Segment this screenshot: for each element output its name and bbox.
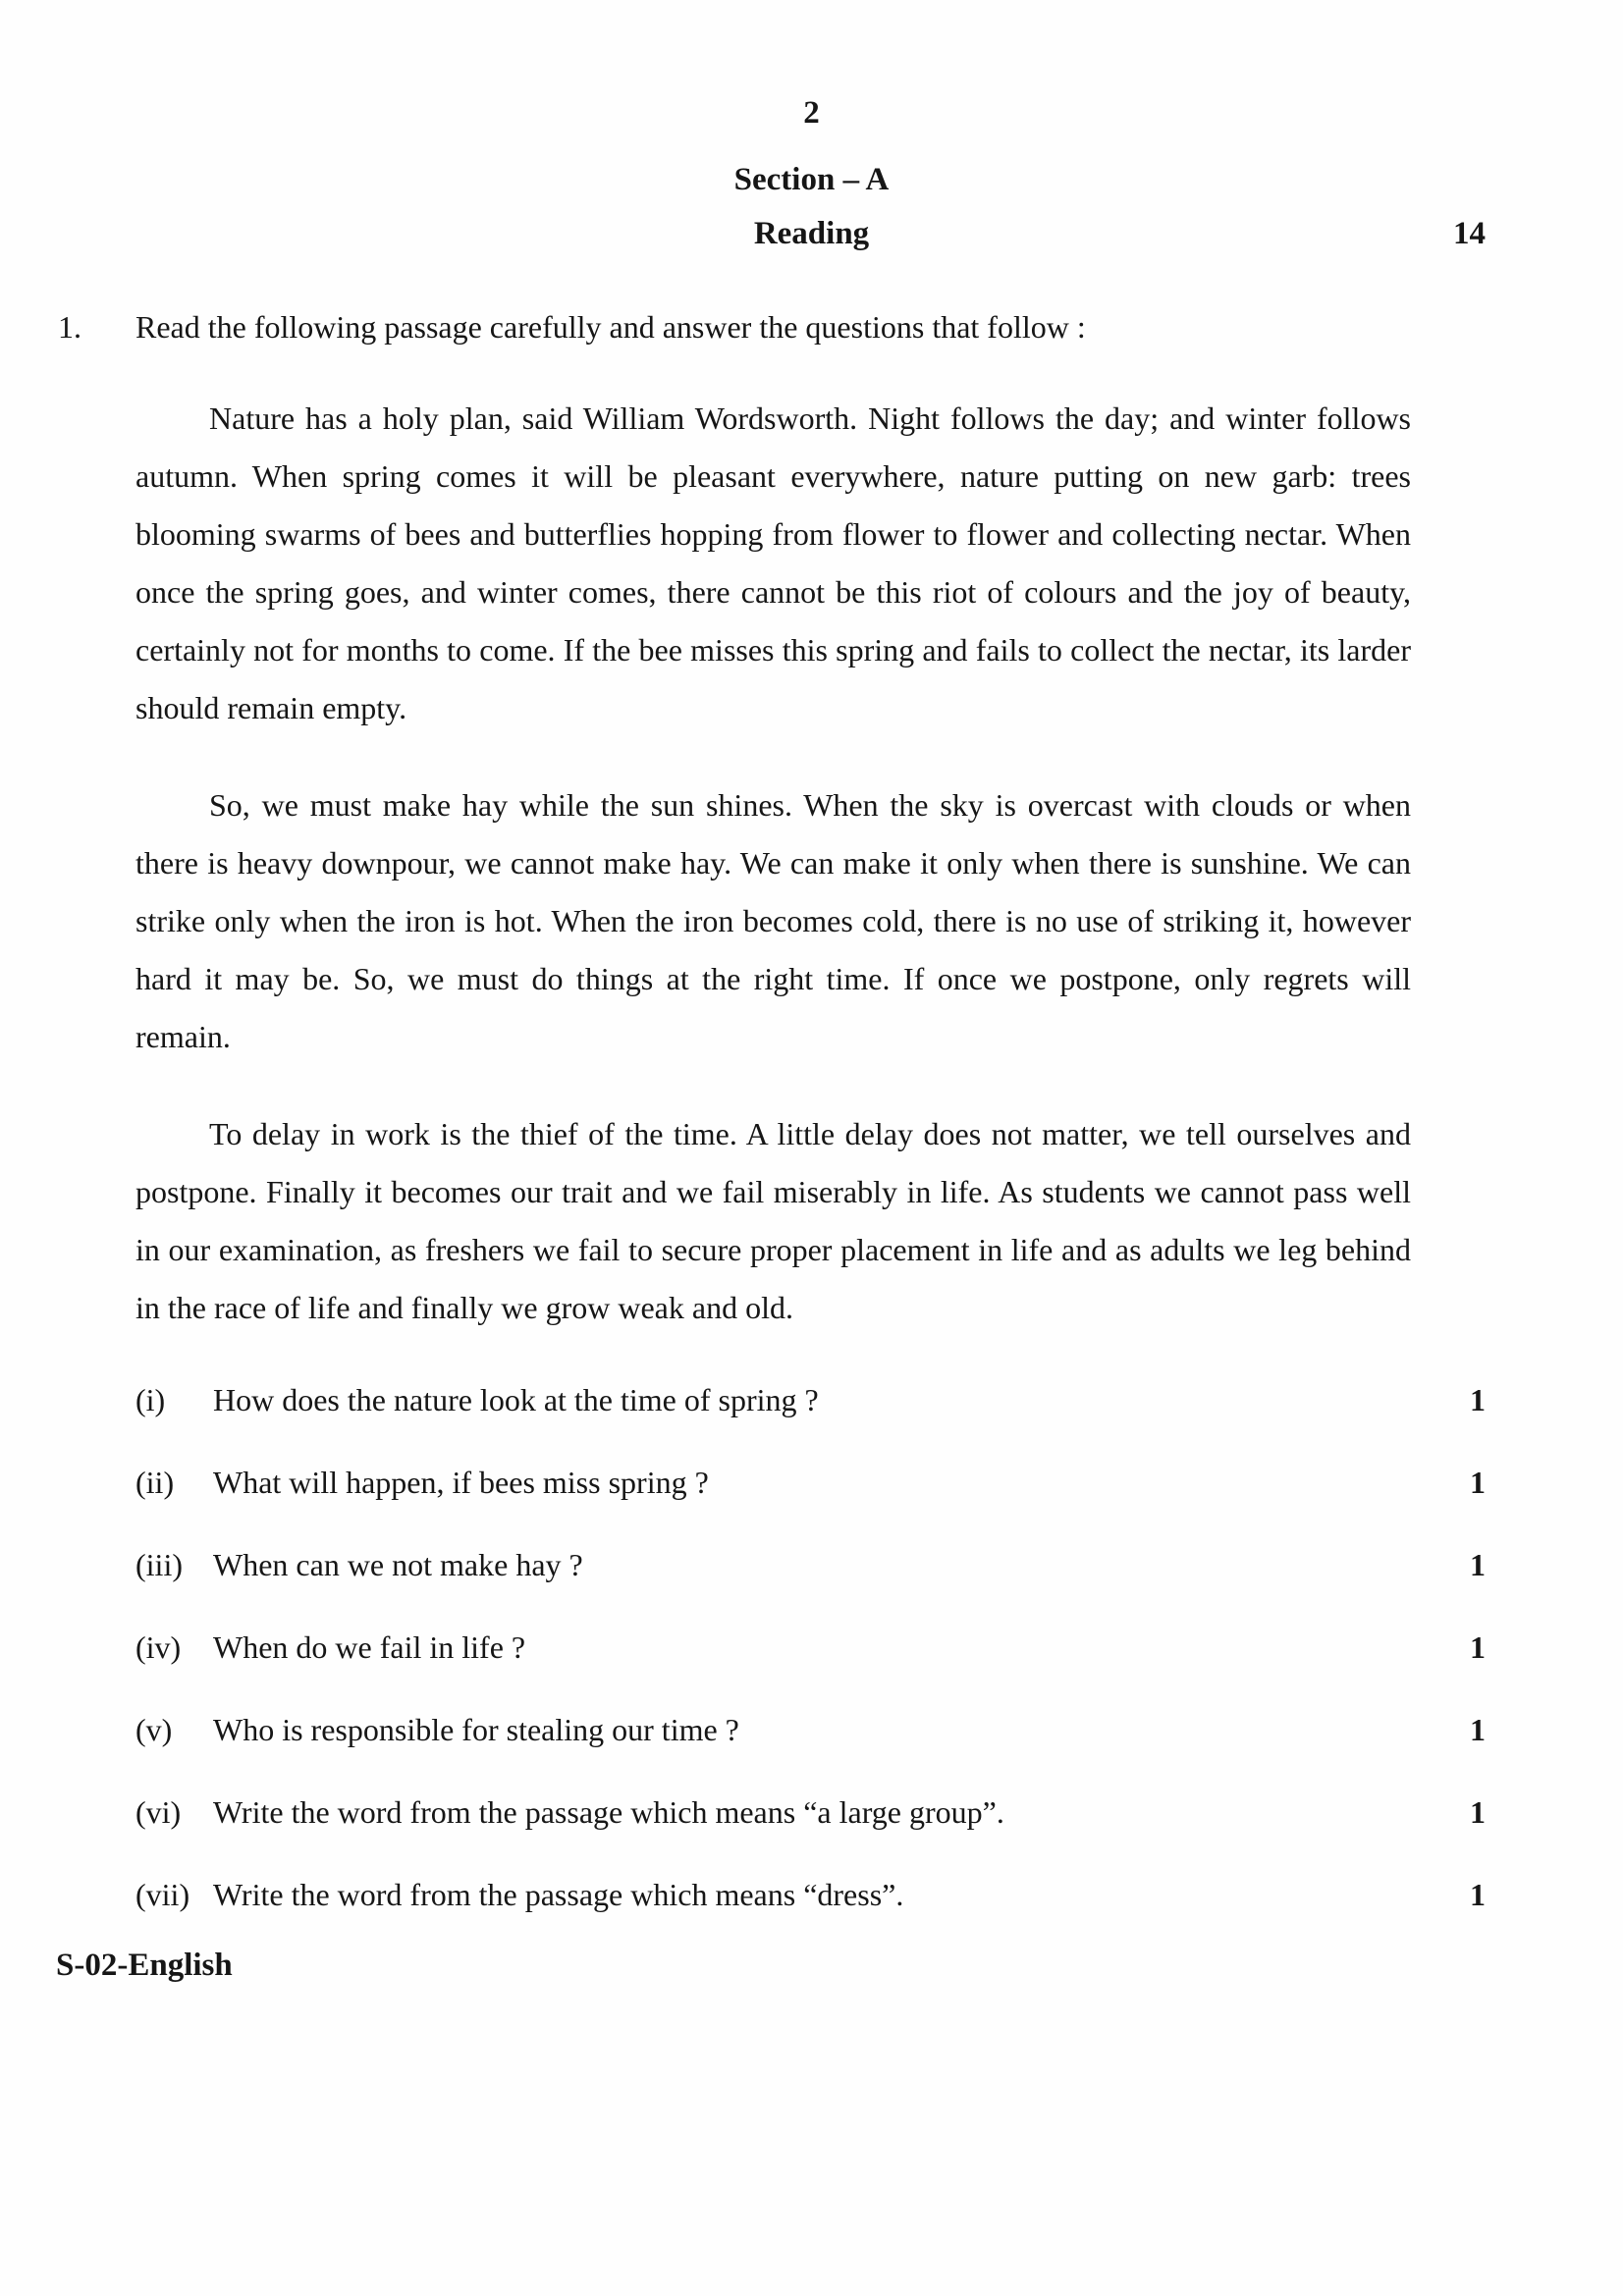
sub-question-number: (iv) <box>135 1629 182 1665</box>
sub-question-row <box>135 1628 1486 1667</box>
section-subtitle: Reading <box>753 216 870 251</box>
sub-question-marks: 1 <box>1470 1794 1486 1830</box>
sub-question-marks: 1 <box>1470 1382 1486 1417</box>
sub-question-marks: 1 <box>1470 1547 1486 1582</box>
sub-question-number: (i) <box>135 1382 166 1417</box>
sub-question-row <box>135 1875 1486 1914</box>
paper-code: S-02-English <box>56 1948 233 1983</box>
sub-question-text: Write the word from the passage which means “dress”. <box>213 1877 904 1912</box>
sub-question-row <box>135 1463 1486 1502</box>
passage-paragraph-3: To delay in work is the thief of the time. A little delay does not matter, we tell ourselves and postpone. Finally it becomes our trait and we fail miserably in life. As students we cannot pass well in our examination, as freshers we fail to secure proper placement in life and as adults we leg behind in the race of life and finally we grow weak and old. <box>135 1116 1411 1325</box>
reading-passage <box>135 390 1411 1337</box>
passage-paragraph-1: Nature has a holy plan, said William Wordsworth. Night follows the day; and winter follows autumn. When spring comes it will be pleasant everywhere, nature putting on new garb: trees blooming swarms of bees and butterflies hopping from flower to flower and collecting nectar. When once the spring goes, and winter comes, there cannot be this riot of colours and the joy of beauty, certainly not for months to come. If the bee misses this spring and fails to collect the nectar, its larder should remain empty. <box>135 400 1411 725</box>
sub-question-text: How does the nature look at the time of spring ? <box>213 1382 819 1417</box>
sub-question-number: (ii) <box>135 1465 175 1500</box>
question-1-instruction: Read the following passage carefully and answer the questions that follow : <box>135 309 1086 345</box>
sub-question-marks: 1 <box>1470 1877 1486 1912</box>
section-subtitle-row <box>0 214 1623 253</box>
sub-question-marks: 1 <box>1470 1465 1486 1500</box>
sub-question-row <box>135 1792 1486 1832</box>
question-1-number: 1. <box>58 309 81 345</box>
sub-question-text: Who is responsible for stealing our time ? <box>213 1712 739 1747</box>
section-title: Section – A <box>733 162 890 197</box>
section-total-marks: 14 <box>1453 216 1486 251</box>
sub-question-number: (iii) <box>135 1547 183 1582</box>
sub-question-list <box>135 1380 1486 1914</box>
sub-question-number: (vii) <box>135 1877 190 1912</box>
sub-question-number: (vi) <box>135 1794 182 1830</box>
sub-question-row <box>135 1710 1486 1749</box>
sub-question-marks: 1 <box>1470 1712 1486 1747</box>
question-1-header <box>0 307 1623 347</box>
sub-question-row <box>135 1545 1486 1584</box>
sub-question-marks: 1 <box>1470 1629 1486 1665</box>
sub-question-text: Write the word from the passage which means “a large group”. <box>213 1794 1004 1830</box>
sub-question-text: When do we fail in life ? <box>213 1629 526 1665</box>
sub-question-text: When can we not make hay ? <box>213 1547 583 1582</box>
sub-question-row <box>135 1380 1486 1419</box>
passage-paragraph-2: So, we must make hay while the sun shines. When the sky is overcast with clouds or when there is heavy downpour, we cannot make hay. We can make it only when there is sunshine. We can strike only when the iron is hot. When the iron becomes cold, there is no use of striking it, however hard it may be. So, we must do things at the right time. If once we postpone, only regrets will remain. <box>135 787 1411 1054</box>
sub-question-text: What will happen, if bees miss spring ? <box>213 1465 709 1500</box>
sub-question-number: (v) <box>135 1712 173 1747</box>
page-number: 2 <box>803 95 820 131</box>
